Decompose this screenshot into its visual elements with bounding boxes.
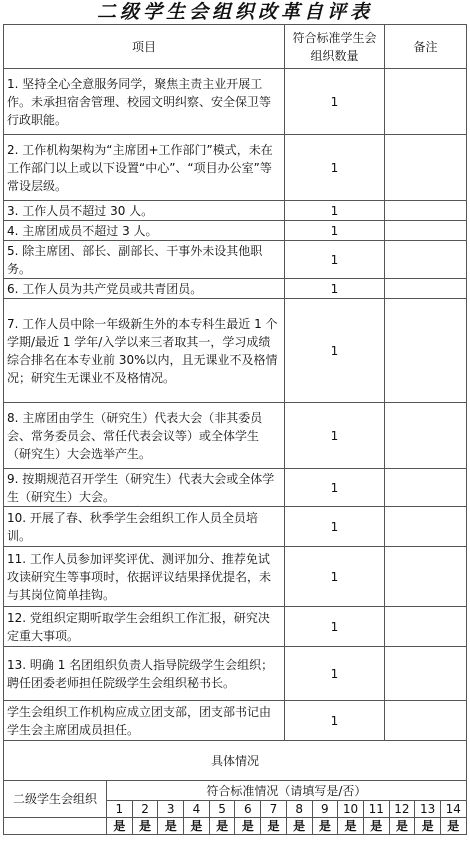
criterion-note[interactable] [385,241,467,279]
criterion-note[interactable] [385,403,467,469]
criterion-row [4,279,467,299]
criterion-text: 12. 党组织定期听取学生会组织工作汇报，研究决定重大事项。 [4,607,285,647]
criterion-count: 1 [285,201,385,221]
criterion-note[interactable] [385,507,467,547]
criterion-row [4,647,467,701]
answer-cell[interactable]: 是 [235,818,261,835]
criterion-note[interactable] [385,547,467,607]
answer-cell[interactable]: 是 [415,818,441,835]
criterion-number-cell: 5 [209,801,235,818]
answer-cell[interactable]: 是 [132,818,158,835]
criterion-note[interactable] [385,299,467,403]
criterion-note[interactable] [385,607,467,647]
criterion-text: 4. 主席团成员不超过 3 人。 [4,221,285,241]
criterion-count: 1 [285,299,385,403]
org-blank-cell [4,818,107,835]
answer-cell[interactable]: 是 [440,818,466,835]
criterion-text: 学生会组织工作机构应成立团支部，团支部书记由学生会主席团成员担任。 [4,701,285,741]
criterion-row [4,469,467,507]
header-item: 项目 [4,25,285,69]
criterion-count: 1 [285,701,385,741]
criterion-text: 11. 工作人员参加评奖评优、测评加分、推荐免试攻读研究生等事项时，依据评议结果择优提名，未与其岗位简单挂钩。 [4,547,285,607]
answer-cell[interactable]: 是 [286,818,312,835]
header-count: 符合标准学生会组织数量 [285,25,385,69]
org-label: 二级学生会组织 [4,781,107,818]
criterion-count: 1 [285,279,385,299]
criterion-number-cell: 6 [235,801,261,818]
criterion-note[interactable] [385,469,467,507]
table-header [4,25,467,69]
criterion-count: 1 [285,469,385,507]
criterion-number-cell: 13 [415,801,441,818]
criterion-number-cell: 2 [132,801,158,818]
criterion-row [4,201,467,221]
criterion-note[interactable] [385,69,467,135]
answer-cell[interactable]: 是 [107,818,133,835]
criterion-text: 10. 开展了春、秋季学生会组织工作人员全员培训。 [4,507,285,547]
criterion-row [4,221,467,241]
criterion-note[interactable] [385,701,467,741]
criterion-count: 1 [285,241,385,279]
criterion-row [4,507,467,547]
answer-cell[interactable]: 是 [158,818,184,835]
criterion-number-cell: 4 [184,801,210,818]
answer-cell[interactable]: 是 [261,818,287,835]
criterion-text: 1. 坚持全心全意服务同学，聚焦主责主业开展工作。未承担宿舍管理、校园文明纠察、安全保卫等行政职能。 [4,69,285,135]
criterion-text: 6. 工作人员为共产党员或共青团员。 [4,279,285,299]
criterion-text: 3. 工作人员不超过 30 人。 [4,201,285,221]
detail-label: 具体情况 [4,741,467,781]
criterion-count: 1 [285,135,385,201]
criterion-note[interactable] [385,201,467,221]
answer-cell[interactable]: 是 [338,818,364,835]
criterion-number-cell: 7 [261,801,287,818]
criterion-text: 5. 除主席团、部长、副部长、干事外未设其他职务。 [4,241,285,279]
answer-row [4,818,467,835]
criterion-number-cell: 9 [312,801,338,818]
criterion-count: 1 [285,607,385,647]
criterion-row [4,701,467,741]
compliance-table [3,780,467,835]
criterion-text: 2. 工作机构架构为“主席团+工作部门”模式，未在工作部门以上或以下设置“中心”、“项目办公室”等常设层级。 [4,135,285,201]
self-evaluation-table [3,24,467,781]
answer-cell[interactable]: 是 [389,818,415,835]
criterion-count: 1 [285,547,385,607]
criterion-text: 8. 主席团由学生（研究生）代表大会（非其委员会、常务委员会、常任代表会议等）或全体学生（研究生）大会选举产生。 [4,403,285,469]
criterion-row [4,607,467,647]
header-note: 备注 [385,25,467,69]
compliance-label: 符合标准情况（请填写是/否） [107,781,467,801]
answer-cell[interactable]: 是 [184,818,210,835]
criterion-row [4,69,467,135]
criterion-count: 1 [285,403,385,469]
criterion-note[interactable] [385,647,467,701]
detail-row [4,741,467,781]
criterion-number-cell: 10 [338,801,364,818]
criterion-number-cell: 14 [440,801,466,818]
criterion-count: 1 [285,221,385,241]
answer-cell[interactable]: 是 [312,818,338,835]
criterion-row [4,135,467,201]
criterion-number-cell: 8 [286,801,312,818]
answer-cell[interactable]: 是 [363,818,389,835]
criterion-number-cell: 1 [107,801,133,818]
criterion-count: 1 [285,69,385,135]
criterion-text: 13. 明确 1 名团组织负责人指导院级学生会组织；聘任团委老师担任院级学生会组织秘书长。 [4,647,285,701]
criterion-row [4,241,467,279]
criterion-text: 9. 按期规范召开学生（研究生）代表大会或全体学生（研究生）大会。 [4,469,285,507]
criterion-number-cell: 11 [363,801,389,818]
criterion-row [4,403,467,469]
criterion-note[interactable] [385,135,467,201]
criterion-row [4,299,467,403]
answer-cell[interactable]: 是 [209,818,235,835]
form-title: 二级学生会组织改革自评表 [96,1,373,23]
criterion-count: 1 [285,507,385,547]
criterion-note[interactable] [385,279,467,299]
criterion-note[interactable] [385,221,467,241]
criterion-number-cell: 12 [389,801,415,818]
criterion-text: 7. 工作人员中除一年级新生外的本专科生最近 1 个学期/最近 1 学年/入学以来三者取其一，学习成绩综合排名在本专业前 30%以内，且无课业不及格情况；研究生无课业不及格情况。 [4,299,285,403]
criterion-row [4,547,467,607]
criterion-count: 1 [285,647,385,701]
criterion-number-cell: 3 [158,801,184,818]
